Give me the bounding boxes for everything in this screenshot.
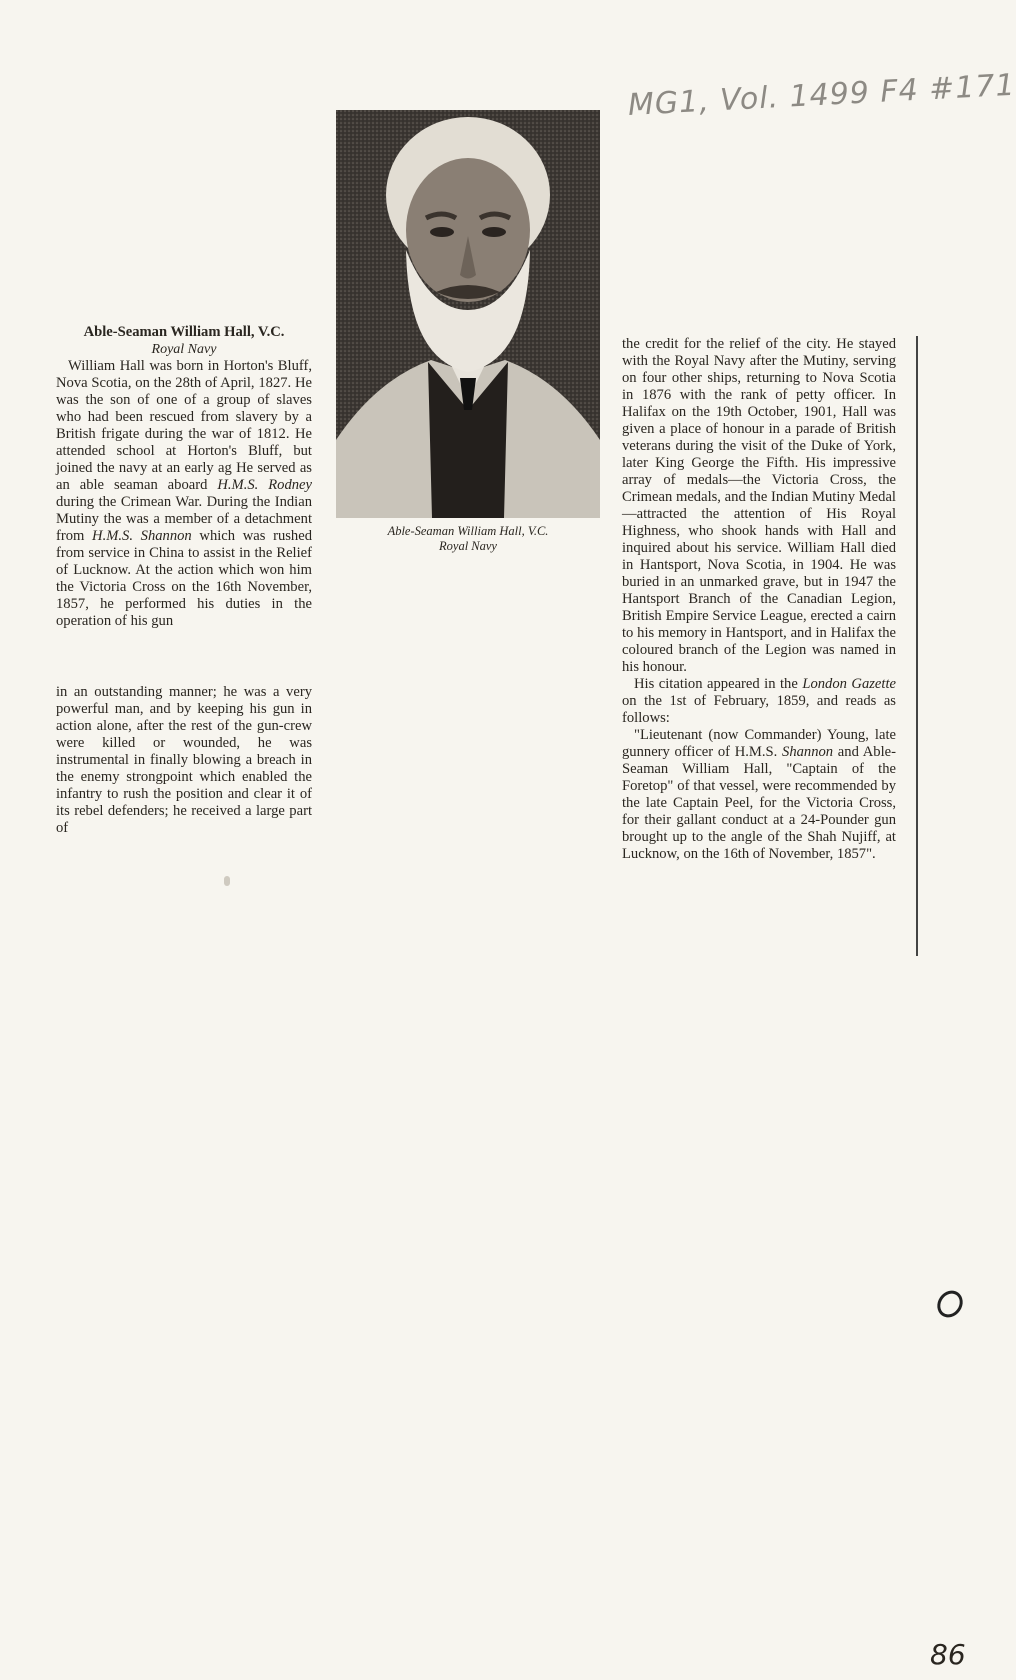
article-subheading: Royal Navy	[151, 342, 217, 357]
ship-name-shannon: Shannon	[782, 744, 834, 760]
paper-blemish	[224, 876, 230, 886]
text-run: which was rushed from service in China to assist in the Relief of Lucknow. At the action which won him the Victoria Cross on the 16th November, 1857, he performed his duties in the operation of his gun	[56, 528, 312, 629]
paper-blemish	[932, 1286, 968, 1323]
page-number: 86	[930, 1638, 966, 1671]
photo-caption	[336, 524, 600, 554]
article-heading: Able-Seaman William Hall, V.C.	[83, 324, 285, 340]
caption-name: Able-Seaman William Hall, V.C.	[387, 524, 549, 538]
left-column-top	[56, 324, 312, 630]
paragraph-later-life: the credit for the relief of the city. He stayed with the Royal Navy after the Mutiny, serving on four other ships, returning to Nova Scotia in 1876 with the rank of petty officer. In Halifax on the 19th October, 1901, Hall was given a place of honour in a parade of British veterans during the visit of the Duke of York, later King George the Fifth. His impressive array of medals—the Victoria Cross, the Crimean medals, and the Indian Mutiny Medal—attracted the attention of His Royal Highness, who shook hands with Hall and inquired about his service. William Hall died in Hantsport, Nova Scotia, in 1904. He was buried in an unmarked grave, but in 1947 the Hantsport Branch of the Canadian Legion, British Empire Service League, erected a cairn to his memory in Hantsport, and in Halifax the coloured branch of the Legion was named in his honour.	[622, 336, 896, 675]
left-column-bottom	[56, 684, 312, 837]
text-run: William Hall was born in Horton's Bluff, Nova Scotia, on the 28th of April, 1827. He was the son of one of a group of slaves who had been rescued from slavery by a British frigate during the war of 1812. He attended school at Horton's Bluff, but joined the navy at an early ag He served as an able seaman aboard	[56, 358, 312, 493]
caption-rank: Royal Navy	[439, 539, 497, 553]
ship-name-rodney: H.M.S. Rodney	[217, 477, 312, 493]
portrait-illustration	[336, 110, 600, 518]
paragraph-citation-intro	[622, 676, 896, 727]
text-run: during the Crimean War. During the Indian Mutiny the was a member of a detachment from	[56, 494, 312, 544]
text-run: and Able-Seaman William Hall, "Captain of the Foretop" of that vessel, were recommended by the late Captain Peel, for the Victoria Cross, for their gallant conduct at a 24-Pounder gun brought up to the angle of the Shah Nujiff, at Lucknow, on the 16th of November, 1857".	[622, 744, 896, 862]
paragraph-action: in an outstanding manner; he was a very powerful man, and by keeping his gun in action alone, after the rest of the gun-crew were killed or wounded, he was instrumental in finally blowing a breach in the enemy strongpoint which enabled the infantry to rush the position and clear it of its rebel defenders; he received a large part of	[56, 684, 312, 836]
newspaper-name: London Gazette	[802, 676, 896, 692]
archive-reference-note: MG1, Vol. 1499 F4 #171	[627, 67, 1016, 123]
ship-name-shannon: H.M.S. Shannon	[92, 528, 192, 544]
right-column	[622, 336, 896, 863]
portrait-photo	[336, 110, 600, 518]
text-run: His citation appeared in the	[634, 676, 803, 692]
paragraph-biography	[56, 358, 312, 630]
text-run: on the 1st of February, 1859, and reads as follows:	[622, 693, 896, 726]
paragraph-citation-quote	[622, 727, 896, 863]
text-run: "Lieutenant (now Commander) Young, late gunnery officer of H.M.S.	[622, 727, 896, 760]
column-rule	[916, 336, 918, 956]
